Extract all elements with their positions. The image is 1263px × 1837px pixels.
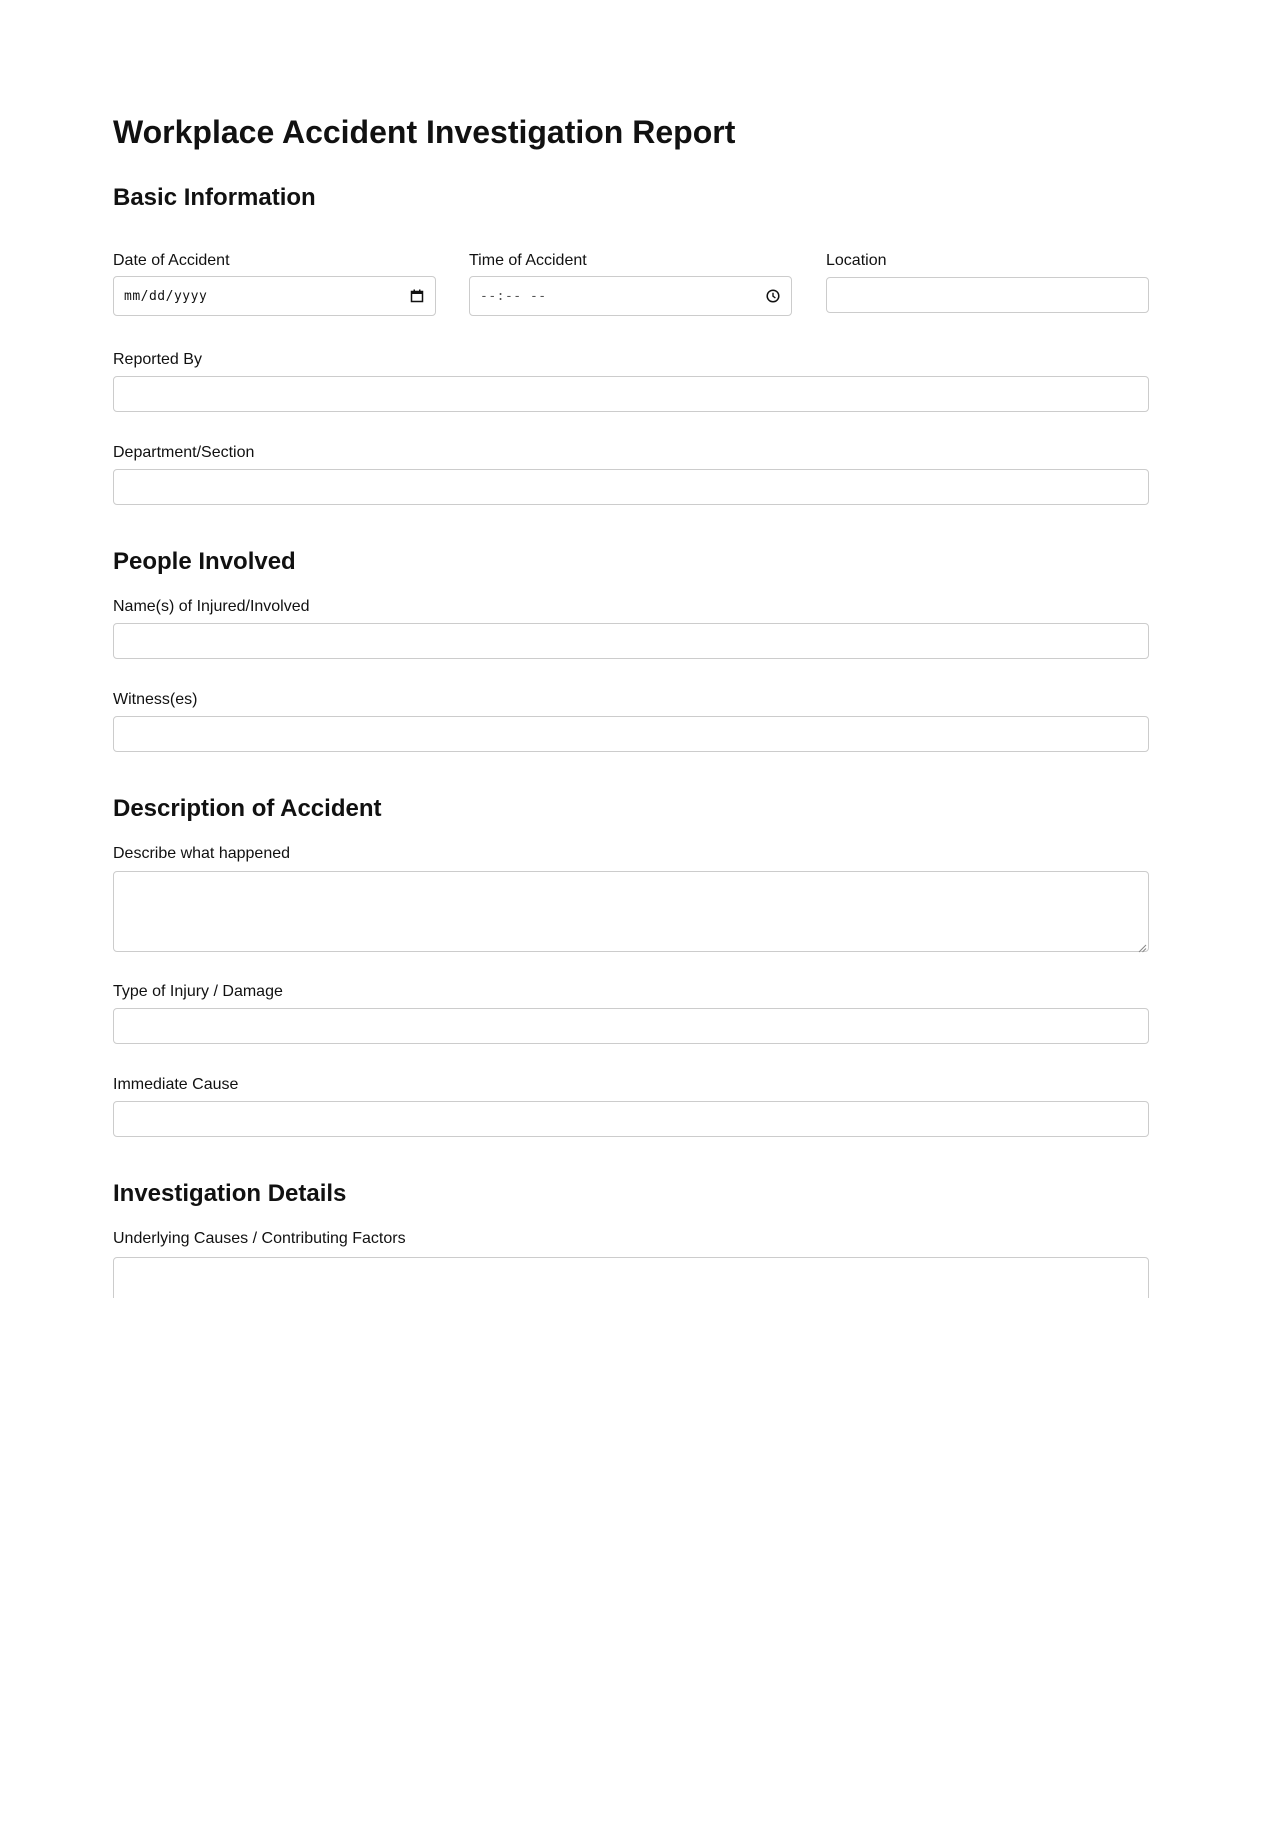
location-label: Location — [826, 252, 887, 269]
section-heading-description: Description of Accident — [113, 795, 382, 822]
section-heading-investigation-details: Investigation Details — [113, 1180, 347, 1207]
location-input[interactable] — [826, 277, 1149, 313]
page-title: Workplace Accident Investigation Report — [113, 114, 736, 150]
date-of-accident-label: Date of Accident — [113, 252, 230, 269]
injured-names-label: Name(s) of Injured/Involved — [113, 598, 310, 615]
reported-by-label: Reported By — [113, 351, 202, 368]
immediate-cause-label: Immediate Cause — [113, 1076, 239, 1093]
date-placeholder: mm/dd/yyyy — [124, 288, 208, 304]
what-happened-textarea[interactable] — [113, 871, 1149, 952]
resize-handle-icon[interactable] — [1137, 940, 1147, 950]
section-heading-people-involved: People Involved — [113, 548, 296, 575]
time-placeholder: --:-- -- — [480, 288, 547, 304]
injured-names-input[interactable] — [113, 623, 1149, 659]
what-happened-label: Describe what happened — [113, 845, 291, 862]
date-of-accident-input[interactable] — [113, 276, 436, 316]
underlying-causes-textarea[interactable] — [113, 1257, 1149, 1298]
witnesses-input[interactable] — [113, 716, 1149, 752]
underlying-causes-label: Underlying Causes / Contributing Factors — [113, 1230, 406, 1247]
time-of-accident-input[interactable] — [469, 276, 792, 316]
witnesses-label: Witness(es) — [113, 691, 198, 708]
department-section-label: Department/Section — [113, 444, 255, 461]
calendar-icon[interactable] — [409, 288, 425, 304]
section-heading-basic-information: Basic Information — [113, 184, 316, 211]
injury-type-input[interactable] — [113, 1008, 1149, 1044]
immediate-cause-input[interactable] — [113, 1101, 1149, 1137]
clock-icon[interactable] — [765, 288, 781, 304]
time-of-accident-label: Time of Accident — [469, 252, 587, 269]
department-section-input[interactable] — [113, 469, 1149, 505]
injury-type-label: Type of Injury / Damage — [113, 983, 283, 1000]
reported-by-input[interactable] — [113, 376, 1149, 412]
